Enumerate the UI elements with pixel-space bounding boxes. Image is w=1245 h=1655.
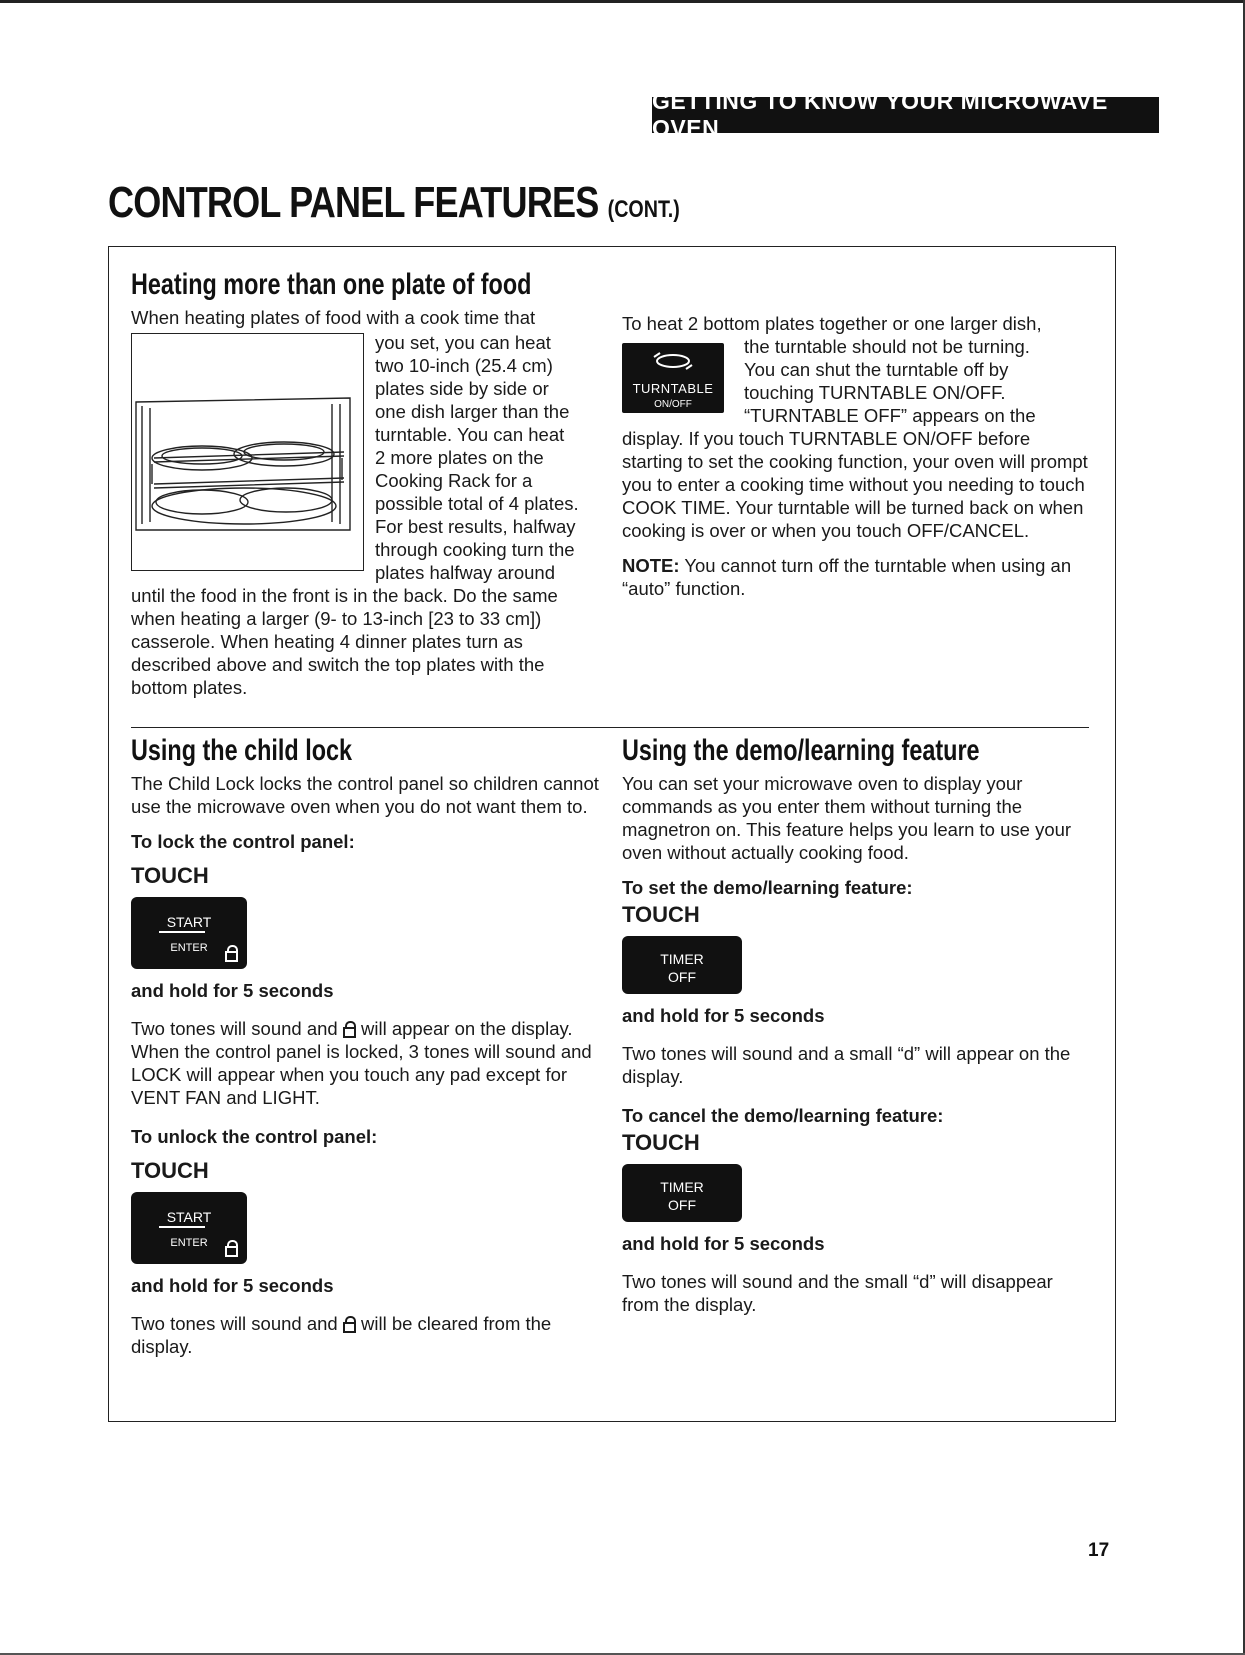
heating-heading: Heating more than one plate of food xyxy=(131,268,532,301)
demo-intro: You can set your microwave oven to display your commands as you enter them without turning the magnetron on. This feature helps you learn to use your oven without actually cooking food. xyxy=(622,773,1072,863)
turntable-rotate-icon xyxy=(648,349,698,371)
child-lock-intro: The Child Lock locks the control panel so children cannot use the microwave oven when you do not want them to. xyxy=(131,773,599,817)
page-title: CONTROL PANEL FEATURES (CONT.) xyxy=(108,178,680,227)
heating-after-text: until the food in the front is in the back. Do the same when heating a larger (9- to 13-inch [23 to 33 cm]) casserole. When heating 4 dinner plates turn as described above and switch the top plates with the bottom plates. xyxy=(131,585,558,698)
note-text: You cannot turn off the turntable when using an “auto” function. xyxy=(622,555,1072,599)
lock-icon xyxy=(343,1316,356,1331)
unlock-result: Two tones will sound and will be cleared from the display. xyxy=(131,1313,552,1357)
turntable-wrap-text: the turntable should not be turning. You can shut the turntable off by touching TURNTABLE ON/OFF. “TURNTABLE OFF” appears on the xyxy=(744,336,1036,426)
unlock-subhead: To unlock the control panel: xyxy=(131,1126,378,1147)
turntable-after-text: display. If you touch TURNTABLE ON/OFF before starting to set the cooking function, your oven will prompt you to enter a cooking time without you needing to touch COOK TIME. Your turntable will be turned back on when cooking is over or when you touch OFF/CANCEL. xyxy=(622,428,1088,541)
demo-cancel-result: Two tones will sound and the small “d” will disappear from the display. xyxy=(622,1271,1053,1315)
child-lock-section xyxy=(131,734,601,1358)
timer-off-key-set: TIMER OFF xyxy=(622,936,742,994)
page-title-suffix: (CONT.) xyxy=(607,196,680,223)
section-divider xyxy=(131,727,1089,728)
child-lock-heading: Using the child lock xyxy=(131,734,353,767)
demo-set-hold-text: and hold for 5 seconds xyxy=(622,1005,825,1026)
demo-set-subhead: To set the demo/learning feature: xyxy=(622,877,913,898)
turntable-intro: To heat 2 bottom plates together or one larger dish, xyxy=(622,313,1042,334)
heating-section xyxy=(131,268,611,699)
unlock-touch-label: TOUCH xyxy=(131,1158,209,1183)
lock-icon xyxy=(225,1240,238,1255)
demo-cancel-subhead: To cancel the demo/learning feature: xyxy=(622,1105,944,1126)
demo-section xyxy=(622,734,1082,1316)
lock-icon xyxy=(225,945,238,960)
start-enter-key-lock: START ENTER xyxy=(131,897,247,969)
demo-cancel-touch-label: TOUCH xyxy=(622,1130,700,1155)
turntable-section xyxy=(622,312,1092,600)
turntable-note xyxy=(622,554,1092,600)
lock-icon xyxy=(343,1021,356,1036)
lock-subhead: To lock the control panel: xyxy=(131,831,355,852)
demo-set-touch-label: TOUCH xyxy=(622,902,700,927)
turntable-key-image: TURNTABLE ON/OFF xyxy=(622,343,724,413)
page-number: 17 xyxy=(1088,1540,1110,1561)
demo-set-result: Two tones will sound and a small “d” will appear on the display. xyxy=(622,1043,1071,1087)
start-enter-key-unlock: START ENTER xyxy=(131,1192,247,1264)
demo-cancel-hold-text: and hold for 5 seconds xyxy=(622,1233,825,1254)
section-title: GETTING TO KNOW YOUR MICROWAVE OVEN xyxy=(652,88,1108,141)
heating-intro: When heating plates of food with a cook time that xyxy=(131,307,536,328)
unlock-hold-text: and hold for 5 seconds xyxy=(131,1275,334,1296)
oven-plates-drawing xyxy=(132,334,362,568)
scan-edge-top xyxy=(0,0,1245,3)
timer-off-key-cancel: TIMER OFF xyxy=(622,1164,742,1222)
lock-result: Two tones will sound and will appear on the display. When the control panel is locked, 3 tones will sound and LOCK will appear when you touch any pad except for VENT FAN and LIGHT. xyxy=(131,1018,592,1108)
plates-illustration xyxy=(131,333,364,571)
lock-touch-label: TOUCH xyxy=(131,863,209,888)
demo-heading: Using the demo/learning feature xyxy=(622,734,980,767)
section-header-bar xyxy=(652,88,1159,141)
lock-hold-text: and hold for 5 seconds xyxy=(131,980,334,1001)
heating-wrap-text: you set, you can heat two 10-inch (25.4 cm) plates side by side or one dish larger than the turntable. You can heat 2 more plates on the Cooking Rack for a possible total of 4 plates. For best results, halfway through cooking turn the plates halfway around xyxy=(375,332,579,583)
note-label: NOTE: xyxy=(622,555,680,576)
